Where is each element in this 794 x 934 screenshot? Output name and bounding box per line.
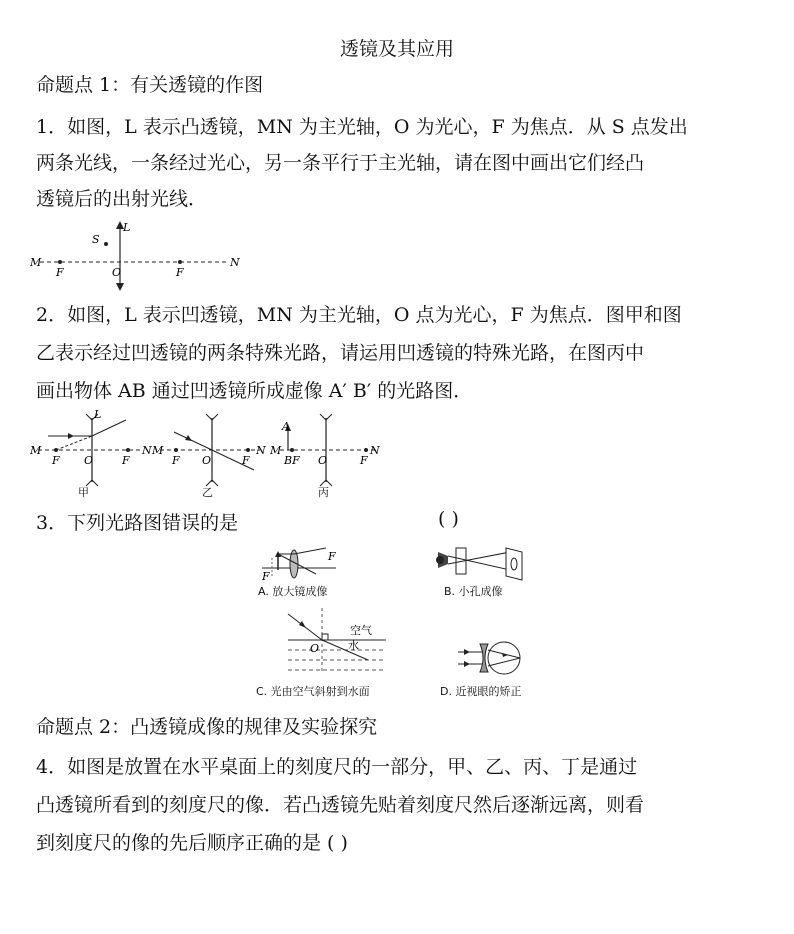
diagram-jia [30,408,152,486]
bing-label-O: O [318,454,328,467]
label-O: O [112,266,122,279]
bing-label-M: M [270,444,282,457]
label-M: M [30,256,42,269]
option-a-label-F-right: F [328,550,336,563]
section-heading-1: 命题点 1：有关透镜的作图 [36,74,264,96]
diagram-yi [151,414,266,486]
figure-option-b [430,544,530,584]
option-c-label-O: O [310,642,320,655]
caption-jia: 甲 [78,486,89,499]
jia-label-F-right: F [122,454,130,467]
label-F-right: F [176,266,184,279]
option-c-label-water: 水 [348,639,359,652]
question-2-line-3: 画出物体 AB 通过凹透镜所成虚像 A′ B′ 的光路图． [36,380,473,402]
jia-label-M: M [30,444,42,457]
figure-option-a [256,544,356,584]
bing-label-N: N [370,444,380,457]
caption-yi: 乙 [202,486,213,499]
bing-label-F: F [360,454,368,467]
question-4-line-1: 4．如图是放置在水平桌面上的刻度尺的一部分，甲、乙、丙、丁是通过 [36,756,638,778]
jia-label-O: O [84,454,94,467]
option-a-caption: A. 放大镜成像 [258,585,328,598]
label-L: L [123,221,131,234]
yi-label-F-right: F [242,454,250,467]
yi-label-F-left: F [172,454,180,467]
yi-label-N: N [256,444,266,457]
option-c-label-air: 空气 [350,624,372,637]
page-title: 透镜及其应用 [339,38,454,60]
question-4-line-3: 到刻度尺的像的先后顺序正确的是 ( ) [36,832,348,854]
jia-label-L: L [94,408,102,421]
jia-label-N: N [142,444,152,457]
label-S: S [92,233,100,246]
question-4-line-2: 凸透镜所看到的刻度尺的像．若凸透镜先贴着刻度尺然后逐渐远离，则看 [36,794,645,816]
diagram-bing [269,414,380,486]
question-2-line-2: 乙表示经过凹透镜的两条特殊光路，请运用凹透镜的特殊光路，在图丙中 [36,342,645,364]
option-d-caption: D. 近视眼的矫正 [440,685,522,698]
label-N: N [230,256,240,269]
option-c-caption: C. 光由空气斜射到水面 [256,685,370,698]
question-1-line-3: 透镜后的出射光线． [36,188,208,210]
question-3-text: 3．下列光路图错误的是 [36,512,239,534]
question-2-line-1: 2．如图，L 表示凹透镜，MN 为主光轴，O 点为光心，F 为焦点．图甲和图 [36,304,682,326]
question-1-line-1: 1．如图，L 表示凸透镜，MN 为主光轴，O 为光心，F 为焦点．从 S 点发出 [36,116,688,138]
answer-bracket-3[interactable]: ( ) [438,508,459,530]
yi-label-O: O [202,454,212,467]
label-F-left: F [56,266,64,279]
figure-convex-lens [30,218,250,294]
option-a-label-F-left: F [262,570,270,583]
question-1-line-2: 两条光线，一条经过光心，另一条平行于主光轴，请在图中画出它们经凸 [36,152,645,174]
section-heading-2: 命题点 2：凸透镜成像的规律及实验探究 [36,716,378,738]
jia-label-F-left: F [52,454,60,467]
bing-label-BF: BF [284,454,300,467]
figure-option-d [452,638,532,678]
caption-bing: 丙 [318,486,329,499]
option-b-caption: B. 小孔成像 [444,585,503,598]
bing-label-A: A [282,420,290,433]
figure-option-c [282,604,392,676]
yi-label-M: M [152,444,164,457]
